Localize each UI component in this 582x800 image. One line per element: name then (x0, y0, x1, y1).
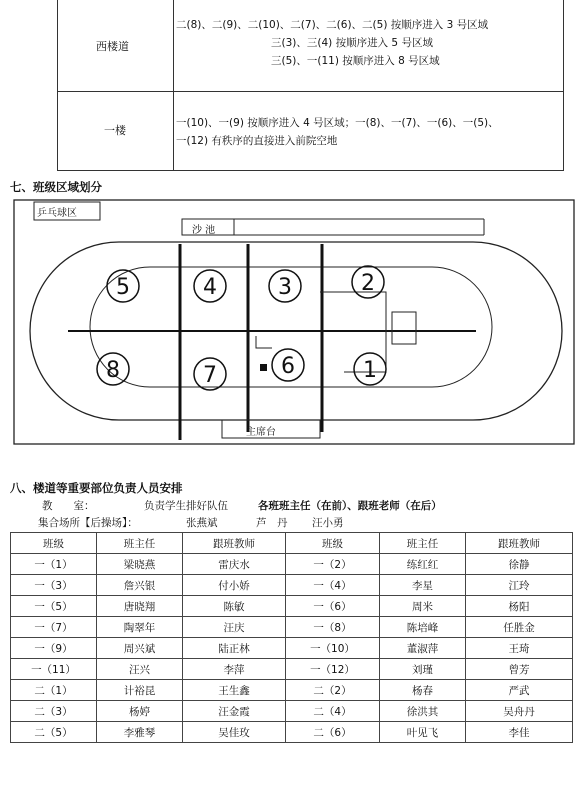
table-row (11, 659, 573, 680)
staff-table (10, 532, 573, 743)
table-cell: 詹兴银 (97, 575, 183, 596)
route-line: 二(8)、二(9)、二(10)、二(7)、二(6)、二(5) 按顺序进入 3 号区域 (176, 19, 489, 31)
table-cell: 徐静 (466, 554, 573, 575)
staff-table-body (11, 533, 573, 743)
class-zone-map (0, 192, 582, 460)
assembly-name: 芦 丹 (256, 517, 288, 529)
table-row (11, 575, 573, 596)
table-cell: 一（4） (286, 575, 380, 596)
zone-number: 6 (281, 354, 295, 379)
route-line: 一(12) 有秩序的直接进入前院空地 (176, 135, 338, 147)
route-line: 三(3)、三(4) 按顺序进入 5 号区域 (271, 37, 433, 49)
table-cell: 一（11） (11, 659, 97, 680)
zone-circles (97, 266, 386, 390)
table-cell: 曾芳 (466, 659, 573, 680)
table-cell: 陈敏 (183, 596, 286, 617)
zone-number: 2 (361, 271, 375, 296)
table-cell: 汪兴 (97, 659, 183, 680)
table-cell: 李星 (380, 575, 466, 596)
table-cell: 王琦 (466, 638, 573, 659)
table-cell: 汪金霞 (183, 701, 286, 722)
table-cell: 二（6） (286, 722, 380, 743)
table-cell: 陈培峰 (380, 617, 466, 638)
column-header: 跟班教师 (183, 533, 286, 554)
table-cell: 刘瑾 (380, 659, 466, 680)
table-cell: 一（3） (11, 575, 97, 596)
table-cell: 二（1） (11, 680, 97, 701)
table-cell: 严武 (466, 680, 573, 701)
table-cell: 杨春 (380, 680, 466, 701)
rostrum-label: 主席台 (246, 427, 276, 438)
table-cell: 计裕昆 (97, 680, 183, 701)
table-row (11, 554, 573, 575)
column-header: 班主任 (380, 533, 466, 554)
table-row (11, 701, 573, 722)
table-cell: 一（10） (286, 638, 380, 659)
route-line: 一(10)、一(9) 按顺序进入 4 号区域；一(8)、一(7)、一(6)、一(5)、 (176, 117, 499, 129)
table-cell: 徐洪其 (380, 701, 466, 722)
zone-number: 3 (278, 275, 292, 300)
table-cell: 唐晓翔 (97, 596, 183, 617)
route-row-label: 一楼 (104, 124, 126, 137)
table-cell: 一（12） (286, 659, 380, 680)
route-row-label: 西楼道 (96, 40, 129, 53)
column-header: 班级 (11, 533, 97, 554)
table-cell: 二（2） (286, 680, 380, 701)
sandpit-label: 沙 池 (192, 225, 216, 236)
table-cell: 二（5） (11, 722, 97, 743)
table-cell: 杨婷 (97, 701, 183, 722)
table-cell: 一（7） (11, 617, 97, 638)
table-cell: 陆正林 (183, 638, 286, 659)
table-cell: 杨阳 (466, 596, 573, 617)
table-cell: 一（1） (11, 554, 97, 575)
table-cell: 吴佳玫 (183, 722, 286, 743)
table-row (11, 680, 573, 701)
table-cell: 一（9） (11, 638, 97, 659)
zone-number: 7 (203, 363, 217, 388)
table-cell: 梁晓燕 (97, 554, 183, 575)
table-cell: 二（4） (286, 701, 380, 722)
table-row (11, 722, 573, 743)
column-header: 跟班教师 (466, 533, 573, 554)
route-line: 三(5)、一(11) 按顺序进入 8 号区域 (271, 55, 440, 67)
table-row (11, 638, 573, 659)
table-cell: 陶翠年 (97, 617, 183, 638)
section-title: 七、班级区域划分 (10, 180, 102, 194)
flag-marker (260, 364, 267, 371)
table-divider (173, 0, 174, 170)
table-cell: 王生鑫 (183, 680, 286, 701)
zone-number: 4 (203, 275, 217, 300)
classroom-responsible: 各班班主任（在前）、跟班老师（在后） (258, 500, 442, 512)
table-cell: 任胜金 (466, 617, 573, 638)
table-row (11, 596, 573, 617)
table-cell: 董淑萍 (380, 638, 466, 659)
classroom-text: 负责学生排好队伍 (144, 500, 228, 512)
table-cell: 周米 (380, 596, 466, 617)
table-header-row (11, 533, 573, 554)
table-cell: 一（6） (286, 596, 380, 617)
table-cell: 雷庆水 (183, 554, 286, 575)
column-header: 班级 (286, 533, 380, 554)
zone-number: 8 (106, 358, 120, 383)
route-table (57, 0, 564, 171)
table-cell: 李萍 (183, 659, 286, 680)
table-cell: 一（2） (286, 554, 380, 575)
table-cell: 一（5） (11, 596, 97, 617)
table-cell: 付小娇 (183, 575, 286, 596)
pingpong-label: 乒乓球区 (37, 208, 77, 219)
section-title: 八、楼道等重要部位负责人员安排 (10, 481, 183, 495)
table-divider (58, 91, 563, 92)
table-cell: 江玲 (466, 575, 573, 596)
table-cell: 一（8） (286, 617, 380, 638)
table-cell: 周兴斌 (97, 638, 183, 659)
table-cell: 李佳 (466, 722, 573, 743)
assembly-label: 集合场所【后操场】： (38, 517, 138, 529)
assembly-name: 张燕斌 (186, 517, 218, 529)
bracket-line (256, 336, 272, 348)
classroom-label: 教 室： (42, 500, 95, 512)
table-cell: 李雅琴 (97, 722, 183, 743)
assembly-name: 汪小勇 (312, 517, 344, 529)
table-cell: 吴舟丹 (466, 701, 573, 722)
map-boundary (14, 200, 574, 444)
table-cell: 二（3） (11, 701, 97, 722)
map-drawing (0, 192, 582, 460)
table-cell: 练红红 (380, 554, 466, 575)
table-cell: 汪庆 (183, 617, 286, 638)
table-cell: 叶见飞 (380, 722, 466, 743)
column-header: 班主任 (97, 533, 183, 554)
table-row (11, 617, 573, 638)
zone-number: 5 (116, 275, 130, 300)
zone-number: 1 (363, 358, 377, 383)
field-box (392, 312, 416, 344)
